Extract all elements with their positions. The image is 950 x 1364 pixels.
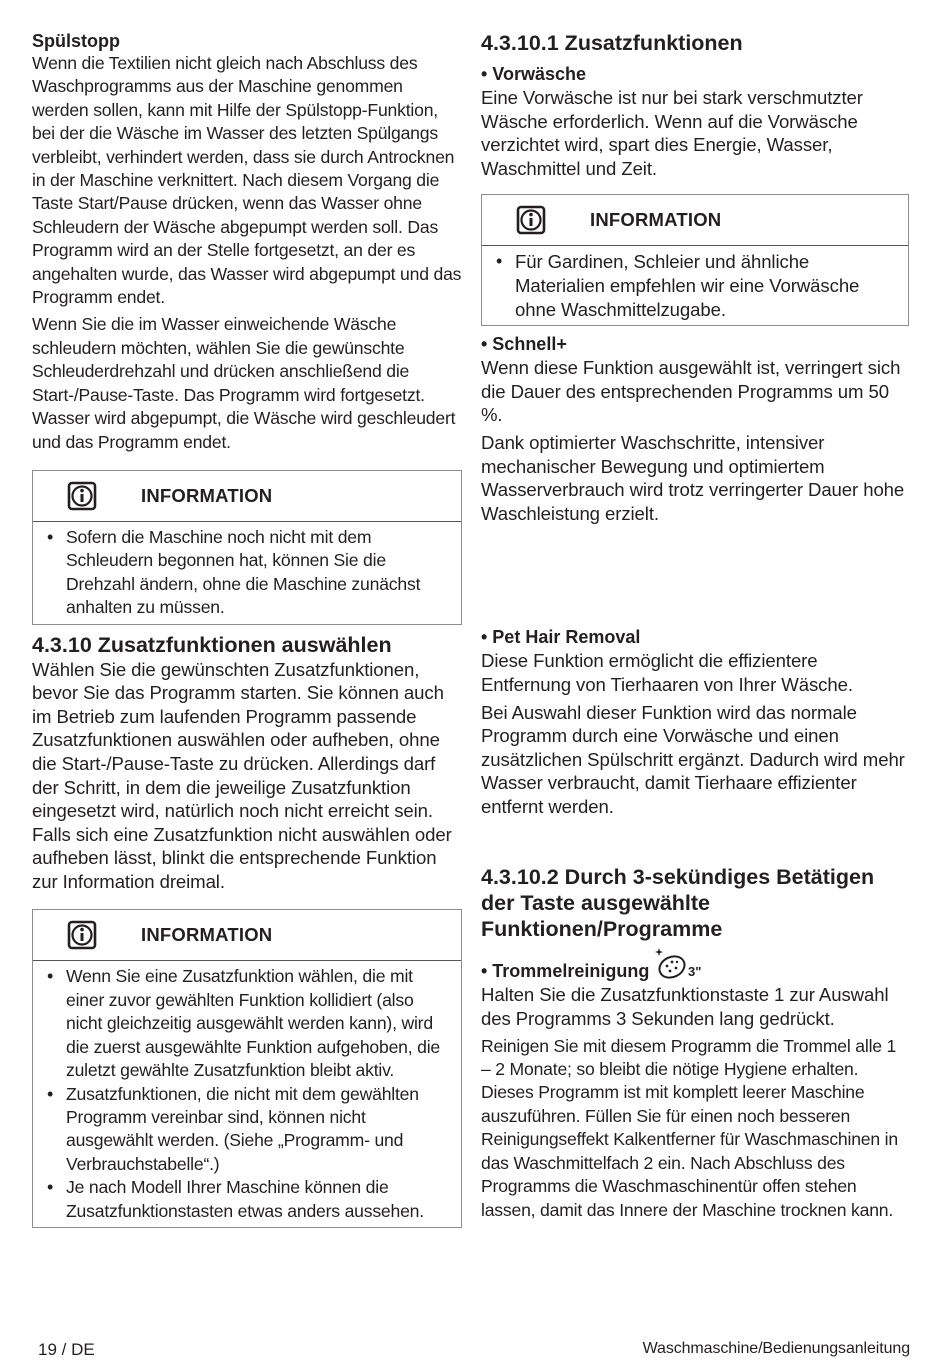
schnell-paragraph-1: Wenn diese Funktion ausgewählt ist, verringert sich die Dauer des entsprechenden Programms um 50 %. xyxy=(481,357,901,426)
spuelstopp-paragraph-2: Wenn Sie die im Wasser einweichende Wäsche schleudern möchten, wählen Sie die gewünschte Schleuderdrehzahl und drücken anschließend die Start-/Pause-Taste. Das Programm wird fortgesetzt. Wasser wird abgepumpt, die Wäsche wird geschleudert und das Programm endet. xyxy=(32,314,456,452)
pet-hair-paragraph-2: Bei Auswahl dieser Funktion wird das normale Programm durch eine Vorwäsche und einen zusätzlichen Spülschritt ergänzt. Dadurch wird mehr Wasser verbraucht, damit Tierhaare effizienter entfernt werden. xyxy=(481,701,905,817)
svg-text:3": 3" xyxy=(688,964,702,980)
section-4310-paragraph: Wählen Sie die gewünschten Zusatzfunktionen, bevor Sie das Programm starten. Sie können auch im Betrieb zum laufenden Programm passende Zusatzfunktionen auswählen oder aufheben, ohne die Start-/Pause-Taste zu drücken. Allerdings darf der Schritt, in dem die jeweilige Zusatzfunktion eingesetzt wird, natürlich noch nicht erreicht sein. Falls sich eine Zusatzfunktion nicht auswählen oder aufheben lässt, blinkt die entsprechende Funktion zur Information dreimal. xyxy=(32,658,452,892)
trommel-title: • Trommelreinigung xyxy=(481,961,650,982)
trommel-heading-row xyxy=(481,946,909,983)
pet-hair-paragraph-1: Diese Funktion ermöglicht die effizientere Entfernung von Tierhaaren von Ihrer Wäsche. xyxy=(481,650,853,695)
info-box-3 xyxy=(481,194,909,326)
spuelstopp-title: Spülstopp xyxy=(32,31,120,51)
info-box-body xyxy=(33,961,461,1226)
spuelstopp-paragraph-1: Wenn die Textilien nicht gleich nach Abschluss des Waschprogramms aus der Maschine genommen werden sollen, kann mit Hilfe der Spülstopp-Funktion, bei der die Wäsche im Wasser des letzten Spülgangs verbleibt, verhindert werden, dass sie durch Antrocknen in der Maschine verknittert. Nach diesem Vorgang die Taste Start/Pause drücken, wenn das Wasser ohne Schleudern der Wäsche abgepumpt werden soll. Das Programm wird an der Stelle fortgesetzt, an der es angehalten wurde, das Wasser wird abgepumpt und das Programm endet. xyxy=(32,53,462,308)
section-4310-title: 4.3.10 Zusatzfunktionen auswählen xyxy=(32,632,392,657)
left-column xyxy=(32,30,462,1228)
info-box-header xyxy=(482,195,908,246)
info-box-body xyxy=(482,246,908,325)
info-box-header xyxy=(33,471,461,522)
list-item: • Sofern die Maschine noch nicht mit dem Schleudern begonnen hat, können Sie die Drehzahl ändern, ohne die Maschine zunächst anhalten zu müssen. xyxy=(47,526,421,618)
document-title: Waschmaschine/Bedienungsanleitung xyxy=(642,1340,910,1357)
section-43102-title: 4.3.10.2 Durch 3-sekündiges Betätigen der Taste ausgewählte Funktionen/Programme xyxy=(481,865,875,942)
info-box-title: INFORMATION xyxy=(141,484,273,506)
trommel-paragraph-1: Halten Sie die Zusatzfunktionstaste 1 zur Auswahl des Programms 3 Sekunden lang gedrückt. xyxy=(481,984,889,1030)
info-box-body xyxy=(33,522,461,624)
list-item: • Zusatzfunktionen, die nicht mit dem gewählten Programm vereinbar sind, können nicht ausgewählt werden. (Siehe „Programm- und Verbrauchstabelle“.) xyxy=(47,1083,419,1174)
info-box-header xyxy=(33,910,461,961)
info-icon xyxy=(67,481,97,511)
right-column xyxy=(481,30,909,1222)
pet-hair-title: • Pet Hair Removal xyxy=(481,627,641,648)
page-number: 19 / DE xyxy=(38,1340,95,1359)
info-icon xyxy=(67,920,97,950)
info-box-1 xyxy=(32,470,462,625)
list-item: • Je nach Modell Ihrer Maschine können die Zusatzfunktionstasten etwas anders aussehen. xyxy=(47,1177,424,1221)
info-icon xyxy=(516,205,546,235)
section-43101-title: 4.3.10.1 Zusatzfunktionen xyxy=(481,31,743,55)
schnell-paragraph-2: Dank optimierter Waschschritte, intensiver mechanischer Bewegung und optimiertem Wasserverbrauch wird trotz verringerter Dauer hohe Waschleistung erzielt. xyxy=(481,431,905,524)
list-item: • Für Gardinen, Schleier und ähnliche Materialien empfehlen wir eine Vorwäsche ohne Waschmittelzugabe. xyxy=(496,251,860,320)
list-item: • Wenn Sie eine Zusatzfunktion wählen, die mit einer zuvor gewählten Funktion kollidiert (also nicht gleichzeitig ausgewählt werden kann), wird die zuerst ausgewählte Funktion aufgehoben, die zuletzt gewählte Zusatzfunktion bleibt aktiv. xyxy=(47,966,441,1081)
info-box-title: INFORMATION xyxy=(590,209,722,231)
drum-clean-icon xyxy=(653,946,705,982)
info-box-title: INFORMATION xyxy=(141,924,273,946)
schnell-title: • Schnell+ xyxy=(481,334,567,355)
vorwaesche-paragraph: Eine Vorwäsche ist nur bei stark verschmutzter Wäsche erforderlich. Wenn auf die Vorwäsche verzichtet wird, spart dies Energie, Wasser, Waschmittel und Zeit. xyxy=(481,87,863,179)
vorwaesche-title: • Vorwäsche xyxy=(481,64,587,84)
trommel-paragraph-2: Reinigen Sie mit diesem Programm die Trommel alle 1 – 2 Monate; so bleibt die nötige Hygiene erhalten. Dieses Programm ist mit komplett leerer Maschine auszuführen. Füllen Sie für einen noch besseren Reinigungseffekt Kalkentferner für Waschmaschinen in das Waschmittelfach 2 ein. Nach Abschluss des Programms die Waschmaschinentür offen stehen lassen, damit das Innere der Maschine trocknen kann. xyxy=(481,1035,898,1220)
info-box-2 xyxy=(32,909,462,1227)
